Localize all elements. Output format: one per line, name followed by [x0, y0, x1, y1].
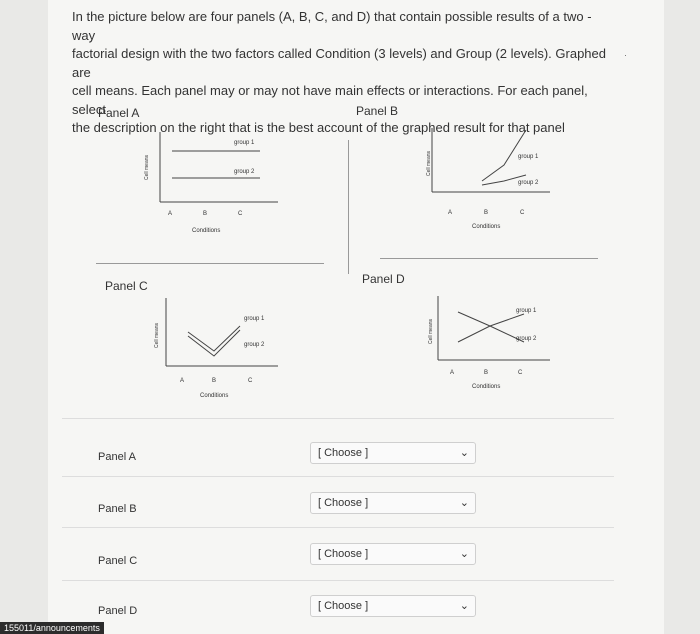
select-value: [ Choose ]	[318, 548, 369, 560]
row-divider	[62, 418, 614, 419]
question-text	[72, 8, 612, 138]
panel-c-graph	[148, 296, 288, 406]
select-value: [ Choose ]	[318, 497, 369, 509]
announcements-tab[interactable]: 155011/announcements	[0, 622, 104, 634]
select-value: [ Choose ]	[318, 600, 369, 612]
intro-line: factorial design with the two factors called Condition (3 levels) and Group (2 levels). Graphed are	[72, 46, 606, 80]
panel-b-legend-group1: group 1	[518, 154, 539, 160]
row-label-panel-c: Panel C	[98, 555, 138, 567]
intro-line: the description on the right that is the best account of the graphed result for that panel	[72, 120, 565, 135]
more-dot: ·	[624, 50, 627, 60]
chevron-down-icon: ⌄	[459, 447, 469, 459]
panel-a-tick-a: A	[168, 211, 173, 217]
intro-line: In the picture below are four panels (A, B, C, and D) that contain possible results of a two - way	[72, 9, 592, 43]
panel-divider-vertical	[348, 140, 349, 274]
intro-line: cell means. Each panel may or may not have main effects or interactions. For each panel, select	[72, 83, 588, 117]
chevron-down-icon: ⌄	[459, 548, 469, 560]
panel-a-xlabel: Conditions	[192, 228, 221, 234]
panel-b-tick-a: A	[448, 210, 453, 216]
panel-d-legend-group2: group 2	[516, 336, 537, 342]
row-divider	[62, 580, 614, 581]
panel-a-select[interactable]	[310, 442, 476, 464]
panel-a-graph	[144, 130, 288, 240]
panel-d-tick-c: C	[518, 370, 523, 376]
panel-c-select[interactable]	[310, 543, 476, 565]
chevron-down-icon: ⌄	[459, 600, 469, 612]
row-label-panel-a: Panel A	[98, 451, 136, 463]
panel-c-label: Panel C	[105, 279, 148, 293]
panel-b-tick-b: B	[484, 210, 489, 216]
panel-c-legend-group1: group 1	[244, 316, 265, 322]
panel-a-ylabel: Cell means	[144, 154, 150, 180]
row-divider	[62, 527, 614, 528]
row-label-panel-d: Panel D	[98, 605, 138, 617]
panel-d-graph	[420, 294, 560, 404]
panel-c-legend-group2: group 2	[244, 342, 265, 348]
panel-a-tick-c: C	[238, 211, 243, 217]
panel-d-legend-group1: group 1	[516, 308, 537, 314]
row-label-panel-b: Panel B	[98, 503, 137, 515]
row-divider	[62, 476, 614, 477]
chevron-down-icon: ⌄	[459, 497, 469, 509]
panel-c-xlabel: Conditions	[200, 393, 229, 399]
panel-divider-left	[96, 263, 324, 264]
panel-c-ylabel: Cell means	[154, 322, 160, 348]
panel-d-ylabel: Cell means	[428, 318, 434, 344]
panel-a-label: Panel A	[98, 106, 140, 120]
panel-b-graph	[420, 126, 560, 236]
panel-b-ylabel: Cell means	[426, 150, 432, 176]
panel-c-tick-b: B	[212, 378, 217, 384]
panel-b-label: Panel B	[356, 104, 399, 118]
panel-c-tick-c: C	[248, 378, 253, 384]
select-value: [ Choose ]	[318, 447, 369, 459]
panel-a-tick-b: B	[203, 211, 208, 217]
panel-b-legend-group2: group 2	[518, 180, 539, 186]
panel-divider-right	[380, 258, 598, 259]
panel-d-tick-a: A	[450, 370, 455, 376]
panel-c-tick-a: A	[180, 378, 185, 384]
panel-b-tick-c: C	[520, 210, 525, 216]
panel-d-xlabel: Conditions	[472, 384, 501, 390]
panel-a-legend-group1: group 1	[234, 140, 255, 146]
panel-d-select[interactable]	[310, 595, 476, 617]
panel-a-legend-group2: group 2	[234, 169, 255, 175]
panel-b-xlabel: Conditions	[472, 224, 501, 230]
panel-b-select[interactable]	[310, 492, 476, 514]
panel-d-tick-b: B	[484, 370, 489, 376]
panel-d-label: Panel D	[362, 272, 405, 286]
